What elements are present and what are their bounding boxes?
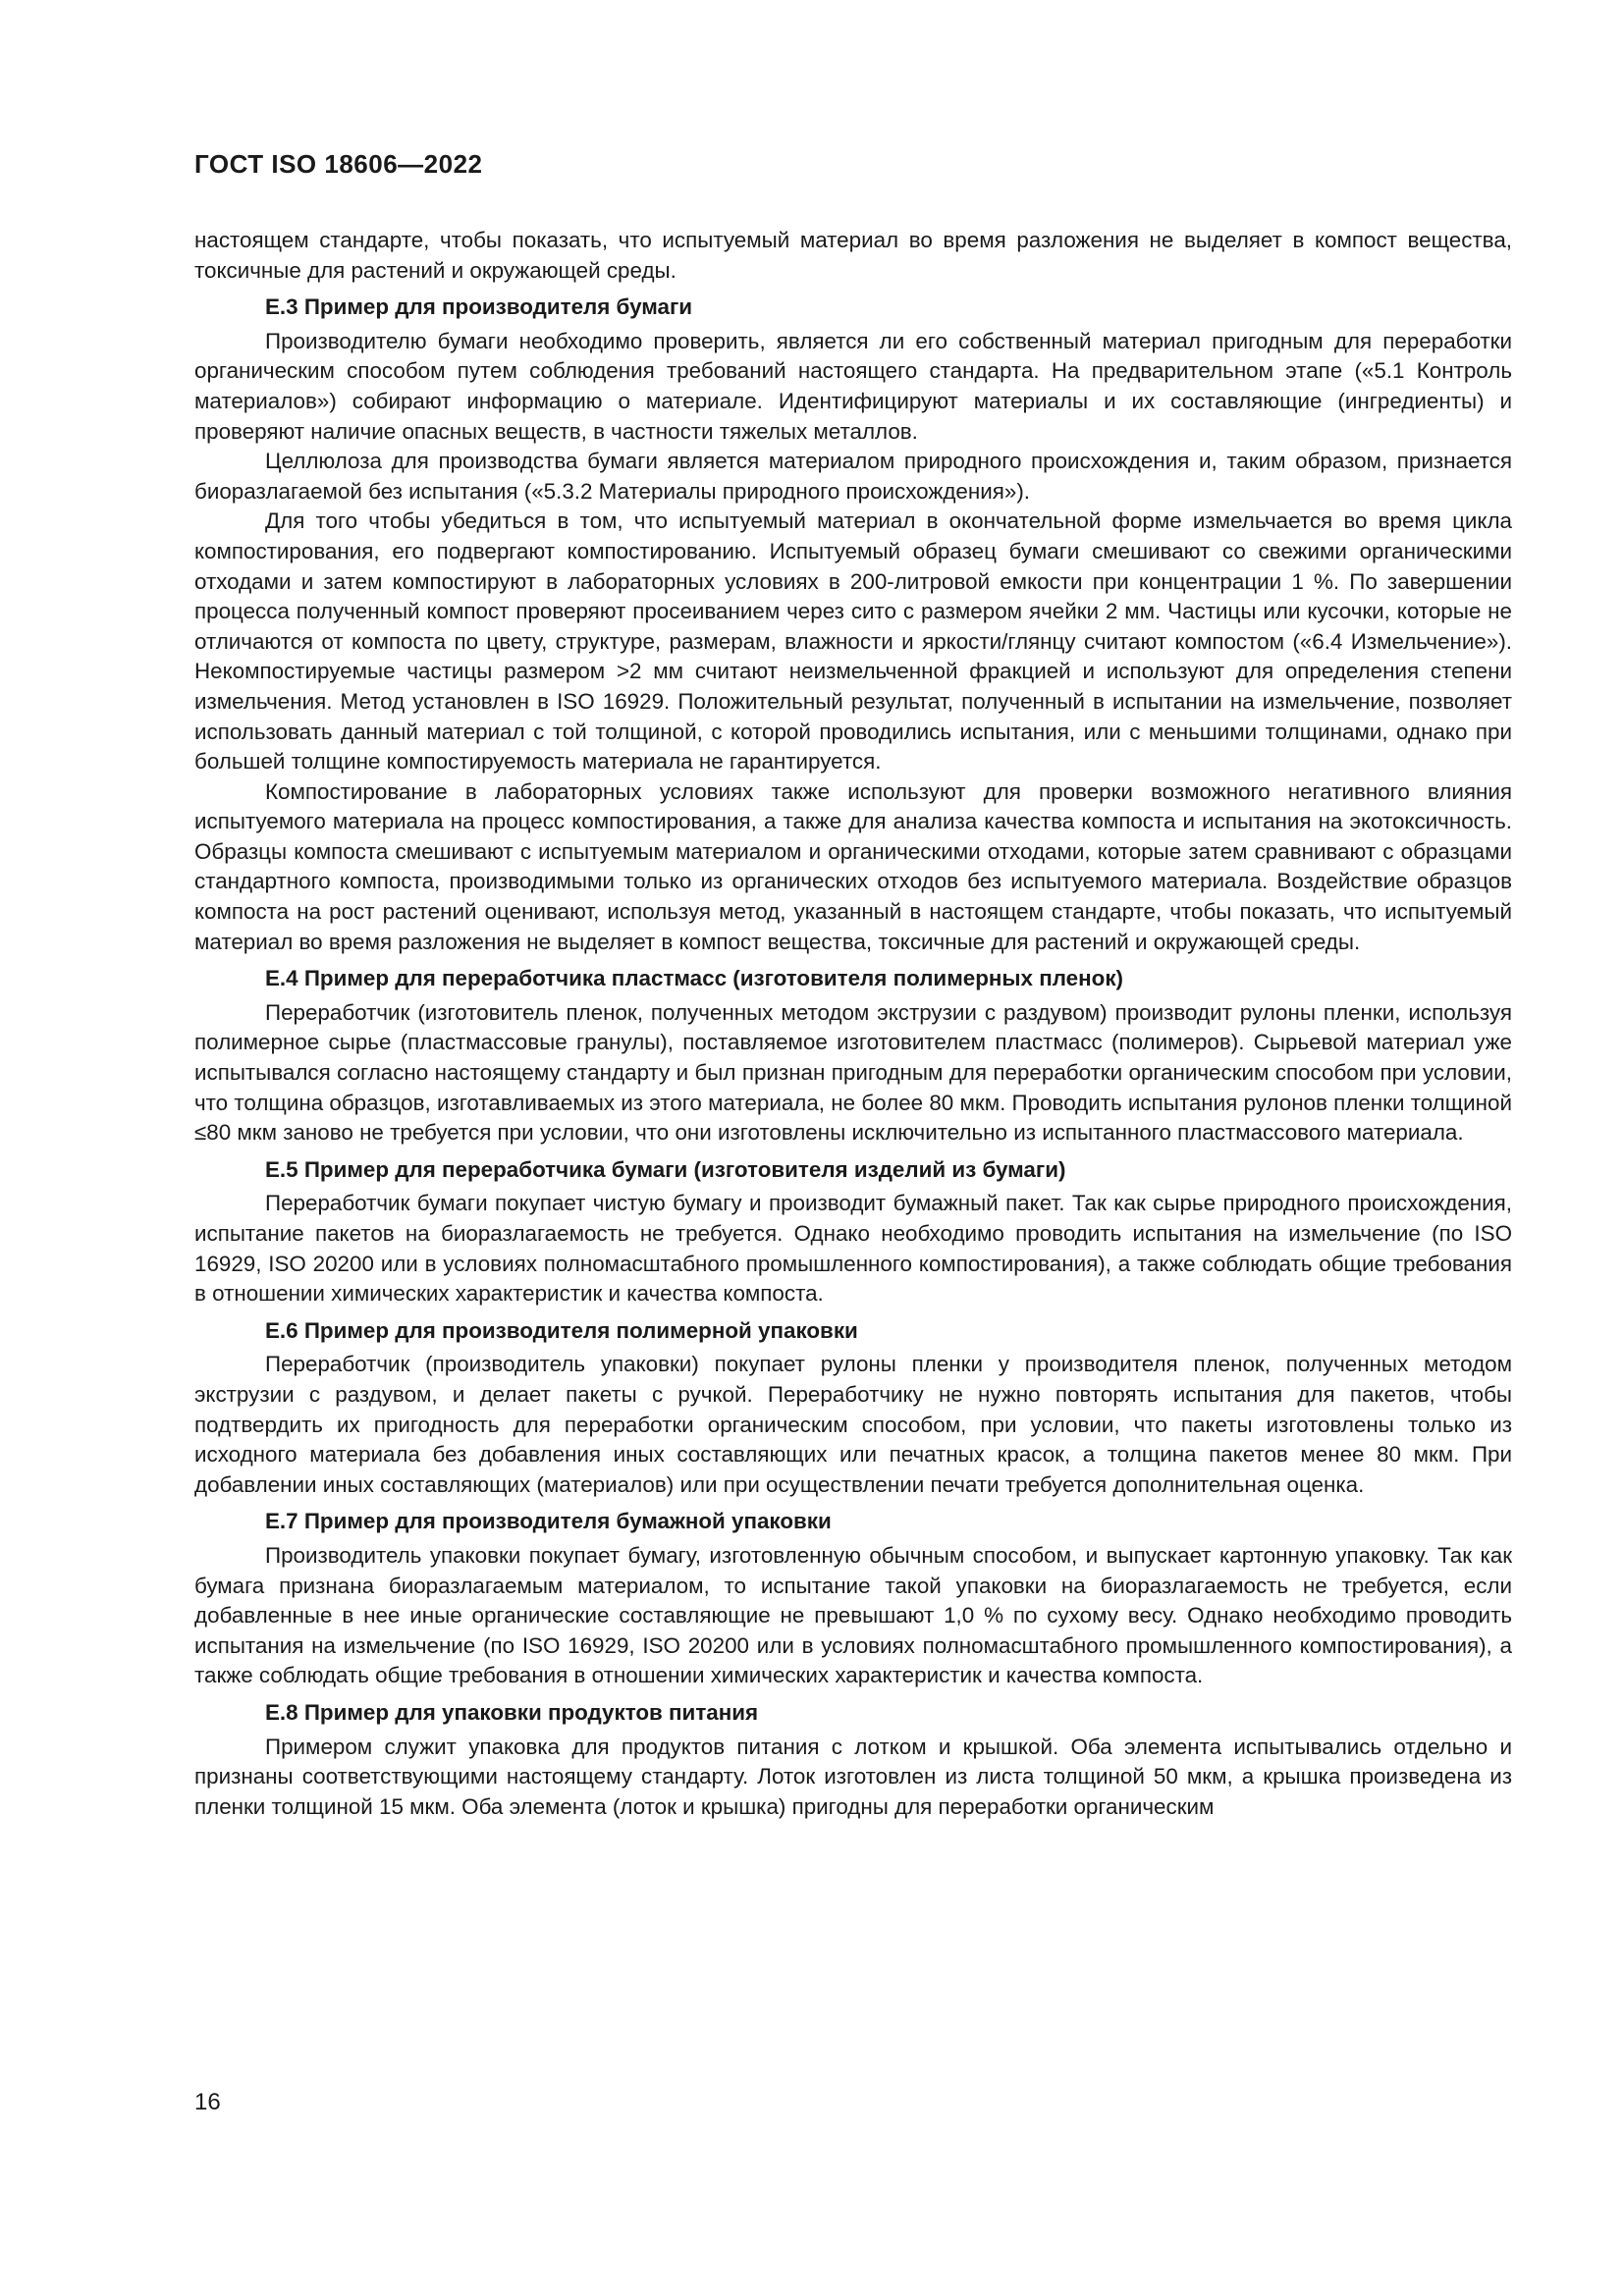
section-heading-e4: Е.4 Пример для переработчика пластмасс (изготовителя полимерных пленок) <box>265 966 1123 991</box>
paragraph: Целлюлоза для производства бумаги является материалом природного происхождения и, таким образом, признается биоразлагаемой без испытания («5.3.2 Материалы природного происхождения»). <box>194 449 1512 504</box>
paragraph: Переработчик бумаги покупает чистую бумагу и производит бумажный пакет. Так как сырье природного происхождения, испытание пакетов на биоразлагаемость не требуется. Однако необходимо проводить испытания на измельчение (по ISO 16929, ISO 20200 или в условиях полномасштабного промышленного компостирования), а также соблюдать общие требования в отношении химических характеристик и качества компоста. <box>194 1191 1512 1307</box>
paragraph: Переработчик (производитель упаковки) покупает рулоны пленки у производителя пленок, полученных методом экструзии с раздувом, и делает пакеты с ручкой. Переработчику не нужно повторять испытания для пакетов, чтобы подтвердить их пригодность для переработки органическим способом, при условии, что пакеты изготовлены только из исходного материала без добавления иных составляющих или печатных красок, а толщина пакетов менее 80 мкм. При добавлении иных составляющих (материалов) или при осуществлении печати требуется дополнительная оценка. <box>194 1352 1512 1497</box>
section-heading-e7: Е.7 Пример для производителя бумажной упаковки <box>265 1509 832 1534</box>
document-body <box>194 226 1512 1822</box>
section-heading-e5: Е.5 Пример для переработчика бумаги (изготовителя изделий из бумаги) <box>265 1156 1066 1182</box>
paragraph: Компостирование в лабораторных условиях также используют для проверки возможного негативного влияния испытуемого материала на процесс компостирования, а также для анализа качества компоста и испытания на экотоксичность. Образцы компоста смешивают с испытуемым материалом и органическими отходами, которые затем сравнивают с образцами стандартного компоста, производимыми только из органических отходов без испытуемого материала. Воздействие образцов компоста на рост растений оценивают, используя метод, указанный в настоящем стандарте, чтобы показать, что испытуемый материал во время разложения не выделяет в компост вещества, токсичные для растений и окружающей среды. <box>194 778 1512 954</box>
intro-paragraph: настоящем стандарте, чтобы показать, что испытуемый материал во время разложения не выделяет в компост вещества, токсичные для растений и окружающей среды. <box>194 228 1512 283</box>
paragraph: Производитель упаковки покупает бумагу, изготовленную обычным способом, и выпускает картонную упаковку. Так как бумага признана биоразлагаемым материалом, то испытание такой упаковки на биоразлагаемость не требуется, если добавленные в нее иные органические составляющие не превышают 1,0 % по сухому весу. Однако необходимо проводить испытания на измельчение (по ISO 16929, ISO 20200 или в условиях полномасштабного промышленного компостирования), а также соблюдать общие требования в отношении химических характеристик и качества компоста. <box>194 1542 1512 1688</box>
section-heading-e8: Е.8 Пример для упаковки продуктов питания <box>265 1699 759 1725</box>
paragraph: Производителю бумаги необходимо проверить, является ли его собственный материал пригодным для переработки органическим способом путем соблюдения требований настоящего стандарта. На предварительном этапе («5.1 Контроль материалов») собирают информацию о материале. Идентифицируют материалы и их составляющие (ингредиенты) и проверяют наличие опасных веществ, в частности тяжелых металлов. <box>194 328 1512 444</box>
page-header: ГОСТ ISO 18606—2022 <box>194 149 483 179</box>
page-number: 16 <box>194 2089 221 2115</box>
section-heading-e3: Е.3 Пример для производителя бумаги <box>265 294 693 320</box>
paragraph: Примером служит упаковка для продуктов питания с лотком и крышкой. Оба элемента испытывались отдельно и признаны соответствующими настоящему стандарту. Лоток изготовлен из листа толщиной 50 мкм, а крышка произведена из пленки толщиной 15 мкм. Оба элемента (лоток и крышка) пригодны для переработки органическим <box>194 1734 1512 1819</box>
paragraph: Переработчик (изготовитель пленок, полученных методом экструзии с раздувом) производит рулоны пленки, используя полимерное сырье (пластмассовые гранулы), поставляемое изготовителем пластмасс (полимеров). Сырьевой материал уже испытывался согласно настоящему стандарту и был признан пригодным для переработки органическим способом при условии, что толщина образцов, изготавливаемых из этого материала, не более 80 мкм. Проводить испытания рулонов пленки толщиной ≤80 мкм заново не требуется при условии, что они изготовлены исключительно из испытанного пластмассового материала. <box>194 999 1512 1146</box>
paragraph: Для того чтобы убедиться в том, что испытуемый материал в окончательной форме измельчается во время цикла компостирования, его подвергают компостированию. Испытуемый образец бумаги смешивают со свежими органическими отходами и затем компостируют в лабораторных условиях в 200-литровой емкости при концентрации 1 %. По завершении процесса полученный компост проверяют просеиванием через сито с размером ячейки 2 мм. Частицы или кусочки, которые не отличаются от компоста по цвету, структуре, размерам, влажности и яркости/глянцу считают компостом («6.4 Измельчение»). Некомпостируемые частицы размером >2 мм считают неизмельченной фракцией и используют для определения степени измельчения. Метод установлен в ISO 16929. Положительный результат, полученный в испытании на измельчение, позволяет использовать данный материал с той толщиной, с которой проводились испытания, или с меньшими толщинами, однако при большей толщине компостируемость материала не гарантируется. <box>194 508 1512 774</box>
section-heading-e6: Е.6 Пример для производителя полимерной упаковки <box>265 1317 858 1343</box>
